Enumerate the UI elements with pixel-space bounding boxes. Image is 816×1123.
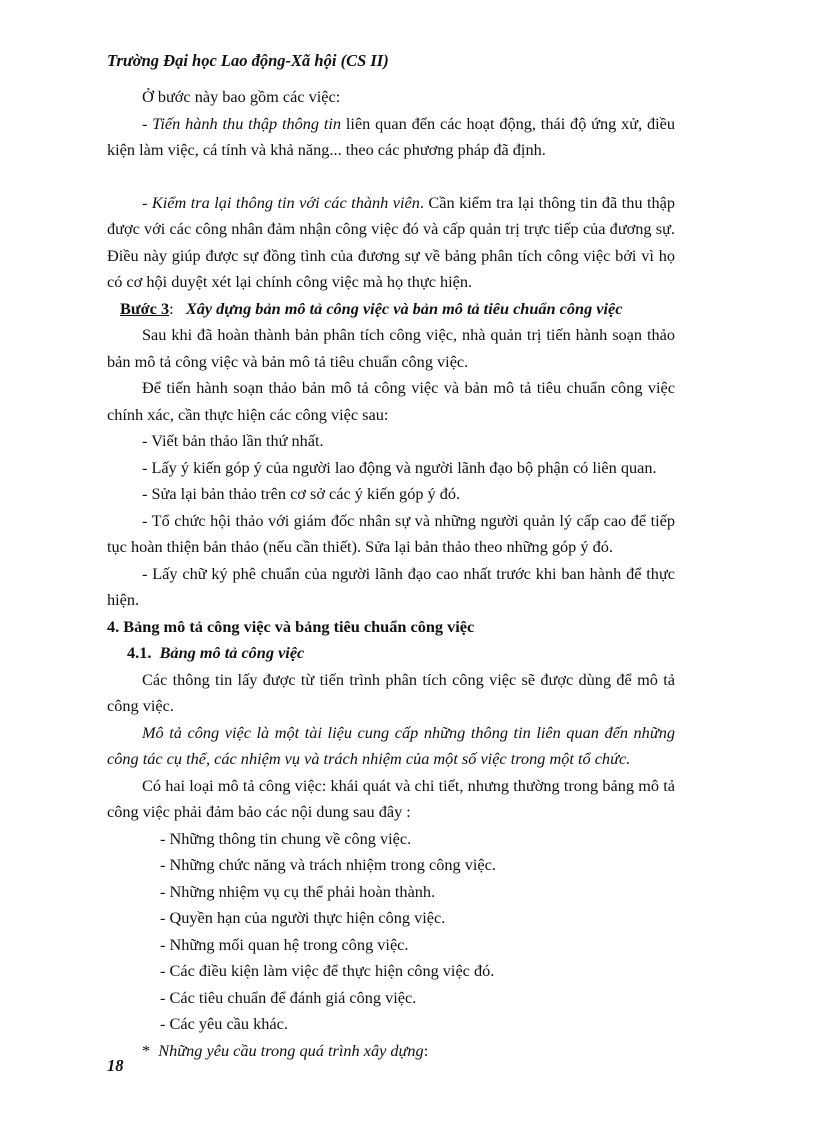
- step3-heading: [107, 296, 675, 323]
- verify-info-paragraph: [107, 190, 675, 296]
- definition-paragraph: Mô tả công việc là một tài liệu cung cấp những thông tin liên quan đến những công tác cụ thể, các nhiệm vụ và trách nhiệm của một số việc trong một tổ chức.: [107, 722, 675, 768]
- spacer: [107, 164, 675, 190]
- list-item: - Những thông tin chung về công việc.: [160, 828, 412, 848]
- intro-paragraph: Ở bước này bao gồm các việc:: [142, 87, 341, 106]
- list-item: - Các điều kiện làm việc để thực hiện công việc đó.: [160, 961, 495, 980]
- subsection-number: 4.1.: [127, 643, 152, 662]
- note-colon: :: [423, 1040, 429, 1060]
- subsection-4-1-heading: [107, 640, 675, 667]
- info-usage-paragraph: Các thông tin lấy được từ tiến trình phân tích công việc sẽ được dùng để mô tả công việc.: [107, 669, 675, 715]
- subsection-title: Bảng mô tả công việc: [159, 643, 305, 662]
- list-item: - Những mối quan hệ trong công việc.: [160, 934, 409, 954]
- description-types-paragraph: Có hai loại mô tả công việc: khái quát và chi tiết, nhưng thường trong bảng mô tả công việc phải đảm bảo các nội dung sau đây :: [107, 775, 675, 821]
- drafting-step: - Tổ chức hội thảo với giám đốc nhân sự và những người quản lý cấp cao để tiếp tục hoàn thiện bản thảo (nếu cần thiết). Sửa lại bản thảo theo những góp ý đó.: [107, 510, 675, 556]
- collect-info-paragraph: [107, 111, 675, 164]
- drafting-step: - Viết bản thảo lần thứ nhất.: [142, 431, 324, 450]
- requirements-note: [107, 1038, 675, 1065]
- drafting-paragraph: Để tiến hành soạn thảo bản mô tả công việc và bản mô tả tiêu chuẩn công việc chính xác, cần thực hiện các công việc sau:: [107, 378, 675, 424]
- step3-colon: :: [169, 298, 174, 318]
- note-star: *: [142, 1040, 151, 1060]
- page-number: 18: [107, 1056, 124, 1075]
- drafting-step: - Lấy chữ ký phê chuẩn của người lãnh đạo cao nhất trước khi ban hành để thực hiện.: [107, 563, 675, 609]
- section-4-heading: 4. Bảng mô tả công việc và bảng tiêu chuẩn công việc: [107, 616, 475, 636]
- running-header: Trường Đại học Lao động-Xã hội (CS II): [107, 51, 389, 70]
- drafting-step: - Lấy ý kiến góp ý của người lao động và người lãnh đạo bộ phận có liên quan.: [142, 457, 657, 477]
- page-body: [107, 84, 675, 1064]
- required-contents-list: [107, 826, 675, 1038]
- step3-title: Xây dựng bản mô tả công việc và bản mô tả tiêu chuẩn công việc: [185, 298, 623, 318]
- after-analysis-paragraph: Sau khi đã hoàn thành bản phân tích công việc, nhà quản trị tiến hành soạn thảo bản mô tả công việc và bản mô tả tiêu chuẩn công việc.: [107, 325, 675, 371]
- collect-info-lead: - Tiến hành thu thập thông tin: [142, 113, 342, 133]
- list-item: - Các yêu cầu khác.: [160, 1014, 288, 1033]
- verify-info-lead: - Kiểm tra lại thông tin với các thành viên: [142, 192, 420, 212]
- step3-label: Bước 3: [120, 298, 170, 318]
- verify-info-text: . Cần kiểm tra lại thông tin đã thu thập được với các công nhân đảm nhận công việc đó và cấp quản trị trực tiếp của đương sự. Điều này giúp được sự đồng tình của đương sự về bảng phân tích công việc bởi vì họ có cơ hội duyệt xét lại chính công việc mà họ thực hiện.: [107, 192, 675, 291]
- list-item: - Quyền hạn của người thực hiện công việc.: [160, 908, 446, 927]
- list-item: - Những chức năng và trách nhiệm trong công việc.: [160, 855, 496, 874]
- collect-info-text: liên quan đến các hoạt động, thái độ ứng xử, điều kiện làm việc, cá tính và khả năng... theo các phương pháp đã định.: [107, 113, 675, 159]
- list-item: - Những nhiệm vụ cụ thể phải hoàn thành.: [160, 881, 436, 901]
- list-item: - Các tiêu chuẩn để đánh giá công việc.: [160, 987, 417, 1007]
- drafting-step: - Sửa lại bản thảo trên cơ sở các ý kiến góp ý đó.: [142, 484, 461, 503]
- note-text: Những yêu cầu trong quá trình xây dựng: [158, 1040, 424, 1060]
